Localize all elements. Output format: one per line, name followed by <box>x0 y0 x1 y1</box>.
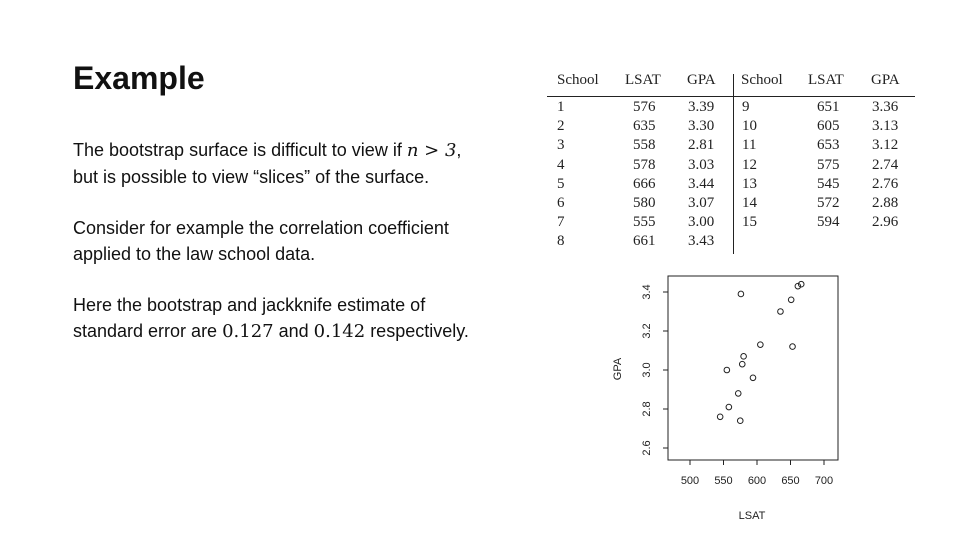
p3-text-b: standard error are <box>73 321 223 341</box>
table-header-rule <box>547 96 915 97</box>
scatter-point <box>739 361 745 367</box>
table-cell-gpa: 2.88 <box>872 195 899 211</box>
scatter-point <box>788 297 794 303</box>
plot-frame <box>668 276 838 460</box>
table-cell-school: 12 <box>742 156 757 173</box>
table-cell-lsat: 635 <box>633 118 656 135</box>
table-cell-gpa: 3.12 <box>872 137 899 154</box>
table-cell-school: 2 <box>557 118 565 135</box>
table-header-lsat-2: LSAT <box>808 72 844 88</box>
x-tick-label: 600 <box>747 475 767 487</box>
y-tick-label: 2.6 <box>641 440 653 456</box>
x-tick-label: 550 <box>714 475 733 487</box>
slide-title: Example <box>73 60 205 96</box>
table-cell-gpa: 2.74 <box>872 156 899 173</box>
table-cell-gpa: 3.36 <box>872 99 899 115</box>
scatter-point <box>790 344 796 350</box>
table-cell-school: 5 <box>557 175 565 192</box>
p1-math: n > 3 <box>406 140 457 161</box>
table-cell-gpa: 3.30 <box>688 118 715 135</box>
scatter-point <box>737 418 743 424</box>
scatter-point <box>735 391 741 397</box>
table-cell-gpa: 3.44 <box>688 175 715 192</box>
table-cell-lsat: 661 <box>633 233 656 250</box>
p1-text-b: , <box>456 140 462 160</box>
table-cell-gpa: 3.07 <box>688 195 715 211</box>
scatter-point <box>738 291 744 297</box>
x-axis-label: LSAT <box>738 510 766 522</box>
x-tick-label: 650 <box>781 475 800 487</box>
p3-jackknife-value: 0.142 <box>313 321 366 342</box>
table-cell-school: 8 <box>557 233 565 250</box>
table-cell-school: 13 <box>742 175 757 192</box>
table-cell-lsat: 653 <box>817 137 840 154</box>
table-header-lsat: LSAT <box>625 72 661 88</box>
table-header-school-2: School <box>741 72 783 88</box>
table-header-school: School <box>557 72 599 88</box>
scatter-point <box>778 309 784 315</box>
p3-text-a: Here the bootstrap and jackknife estimate of <box>73 295 426 315</box>
y-tick-label: 3.4 <box>641 284 653 300</box>
paragraph-bootstrap-surface <box>73 137 518 190</box>
p1-text-a: The bootstrap surface is difficult to view if <box>73 140 407 160</box>
x-axis <box>681 460 833 487</box>
paragraph-correlation <box>73 215 518 267</box>
table-cell-school: 9 <box>742 99 750 115</box>
p3-text-mid: and <box>273 321 314 341</box>
x-tick-label: 500 <box>680 475 700 487</box>
table-cell-gpa: 2.81 <box>688 137 715 154</box>
table-cell-school: 4 <box>557 156 565 173</box>
x-tick-label: 700 <box>814 475 834 487</box>
table-cell-school: 15 <box>742 214 757 231</box>
y-axis-label: GPA <box>612 357 624 381</box>
table-cell-gpa: 3.00 <box>688 214 715 231</box>
table-cell-lsat: 666 <box>633 175 656 192</box>
p3-text-c: respectively. <box>365 321 469 341</box>
table-cell-lsat: 594 <box>817 214 840 231</box>
table-cell-gpa: 2.76 <box>872 175 899 192</box>
table-cell-gpa: 3.13 <box>872 118 899 135</box>
table-cell-lsat: 651 <box>817 99 840 115</box>
table-cell-lsat: 576 <box>633 99 656 115</box>
y-tick-label: 2.8 <box>641 401 653 417</box>
y-axis <box>641 284 668 455</box>
p2-text-a: Consider for example the correlation coefficient <box>73 218 449 238</box>
table-header-gpa: GPA <box>687 72 716 88</box>
p3-bootstrap-value: 0.127 <box>222 321 274 342</box>
p2-text-b: applied to the law school data. <box>73 244 316 264</box>
scatter-point <box>717 414 723 420</box>
table-cell-gpa: 3.03 <box>688 156 715 173</box>
table-cell-lsat: 572 <box>817 195 840 211</box>
table-column-divider <box>733 74 734 254</box>
scatter-point <box>750 375 756 381</box>
table-cell-school: 3 <box>557 137 565 154</box>
paragraph-standard-error <box>73 292 518 345</box>
table-cell-lsat: 605 <box>817 118 840 135</box>
table-cell-lsat: 575 <box>817 156 840 173</box>
scatter-plot <box>600 268 860 530</box>
scatter-point <box>758 342 764 348</box>
scatter-point <box>726 404 732 410</box>
y-tick-label: 3.0 <box>641 362 653 378</box>
table-cell-lsat: 558 <box>633 137 656 154</box>
table-cell-lsat: 578 <box>633 156 656 173</box>
p1-text-c: but is possible to view “slices” of the surface. <box>73 167 430 187</box>
table-cell-lsat: 545 <box>817 175 840 192</box>
table-cell-gpa: 3.43 <box>688 233 715 250</box>
table-cell-school: 1 <box>557 99 565 115</box>
table-cell-gpa: 3.39 <box>688 99 715 115</box>
table-cell-lsat: 580 <box>633 195 656 211</box>
table-cell-lsat: 555 <box>633 214 656 231</box>
table-header-gpa-2: GPA <box>871 72 900 88</box>
table-cell-gpa: 2.96 <box>872 214 899 231</box>
table-cell-school: 11 <box>742 137 757 154</box>
table-cell-school: 7 <box>557 214 565 231</box>
y-tick-label: 3.2 <box>641 323 653 339</box>
scatter-points <box>717 281 804 423</box>
scatter-point <box>724 367 730 373</box>
table-cell-school: 6 <box>557 195 565 211</box>
scatter-point <box>741 354 747 360</box>
table-cell-school: 14 <box>742 195 757 211</box>
table-cell-school: 10 <box>742 118 757 135</box>
